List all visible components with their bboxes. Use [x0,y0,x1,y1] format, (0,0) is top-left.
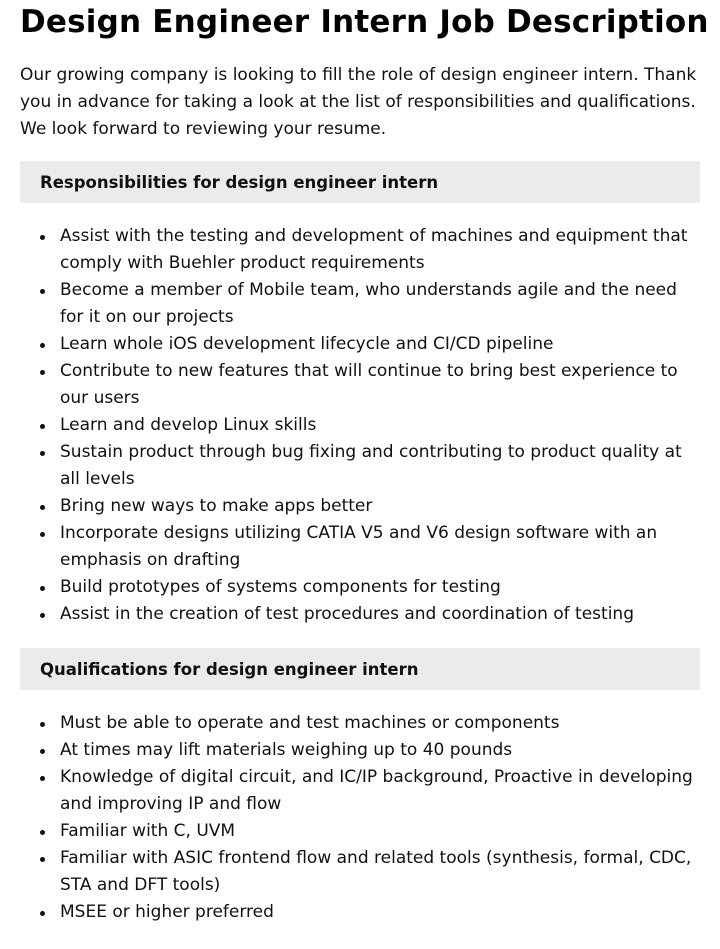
bullet-icon [40,370,45,375]
bullet-icon [40,424,45,429]
bullet-icon [40,289,45,294]
bullet-icon [40,532,45,537]
responsibility-text: Incorporate designs utilizing CATIA V5 and V6 design software with an emphasis on drafting [60,523,658,570]
qualification-text: At times may lift materials weighing up to 40 pounds [60,740,513,760]
bullet-icon [40,857,45,862]
qualification-text: Must be able to operate and test machines or components [60,713,560,733]
list-item [20,331,700,358]
list-item [20,439,700,493]
list-item [20,520,700,574]
list-item [20,412,700,439]
bullet-icon [40,343,45,348]
qualifications-heading-text: Qualifications for design engineer intern [40,659,419,679]
qualification-text: MSEE or higher preferred [60,902,274,922]
page-title: Design Engineer Intern Job Description [20,4,709,40]
bullet-icon [40,749,45,754]
qualification-text: Familiar with C, UVM [60,821,236,841]
list-item [20,845,700,899]
list-item [20,764,700,818]
intro-paragraph: Our growing company is looking to fill the role of design engineer intern. Thank you in advance for taking a look at the list of responsibilities and qualifications. We look forward to reviewing your resume. [20,65,697,139]
responsibility-text: Learn and develop Linux skills [60,415,317,435]
bullet-icon [40,586,45,591]
qualification-text: Familiar with ASIC frontend flow and related tools (synthesis, formal, CDC, STA and DFT tools) [60,848,692,895]
bullet-icon [40,505,45,510]
list-item [20,601,700,628]
responsibilities-heading [20,161,700,203]
list-item [20,277,700,331]
responsibility-text: Build prototypes of systems components for testing [60,577,501,597]
bullet-icon [40,830,45,835]
qualifications-heading [20,648,700,690]
bullet-icon [40,451,45,456]
list-item [20,710,700,737]
responsibility-text: Contribute to new features that will continue to bring best experience to our users [60,361,678,408]
list-item [20,358,700,412]
list-item [20,818,700,845]
list-item [20,493,700,520]
bullet-icon [40,613,45,618]
responsibility-text: Assist with the testing and development of machines and equipment that comply with Buehler product requirements [60,226,688,273]
bullet-icon [40,722,45,727]
list-item [20,574,700,601]
bullet-icon [40,776,45,781]
bullet-icon [40,235,45,240]
list-item [20,737,700,764]
responsibility-text: Bring new ways to make apps better [60,496,373,516]
responsibility-text: Become a member of Mobile team, who understands agile and the need for it on our projects [60,280,677,327]
responsibilities-heading-text: Responsibilities for design engineer intern [40,172,439,192]
responsibilities-list [20,223,700,628]
qualification-text: Knowledge of digital circuit, and IC/IP background, Proactive in developing and improving IP and flow [60,767,693,814]
qualifications-list [20,710,700,926]
bullet-icon [40,911,45,916]
responsibility-text: Learn whole iOS development lifecycle and CI/CD pipeline [60,334,554,354]
list-item [20,899,700,926]
responsibility-text: Assist in the creation of test procedures and coordination of testing [60,604,634,624]
list-item [20,223,700,277]
responsibility-text: Sustain product through bug fixing and contributing to product quality at all levels [60,442,682,489]
